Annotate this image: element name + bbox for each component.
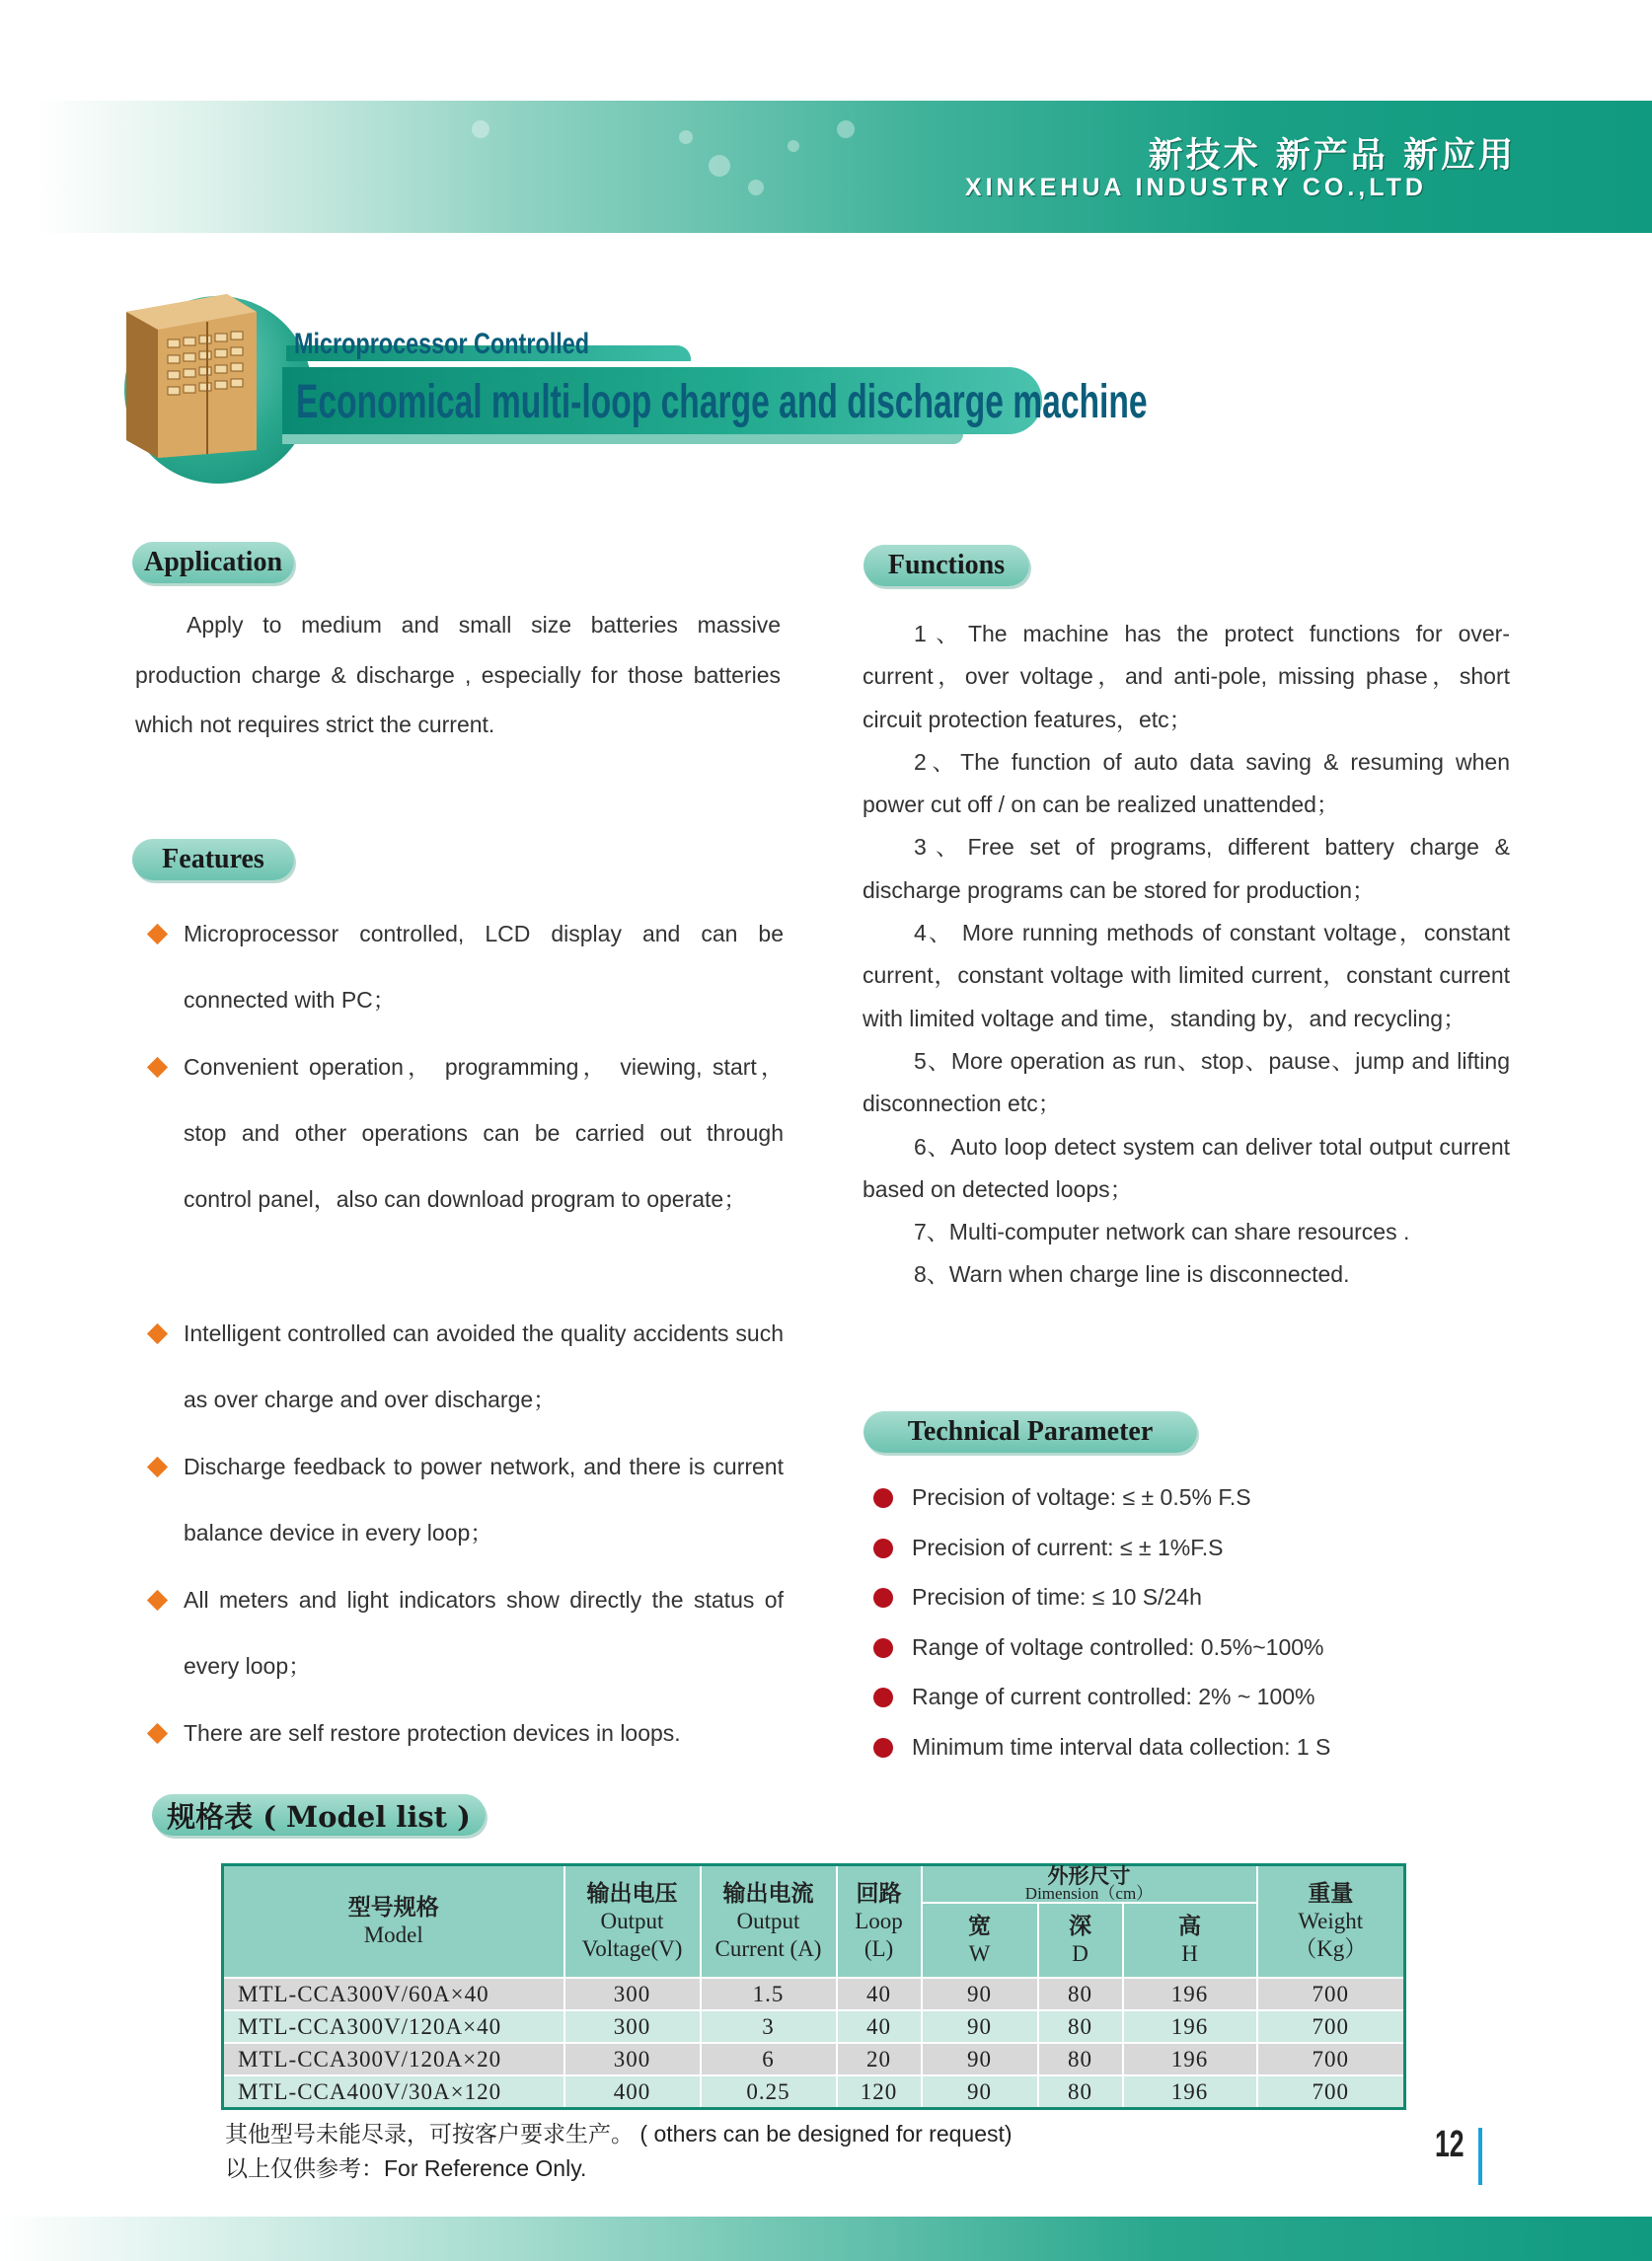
- diamond-bullet-icon: [147, 1057, 168, 1078]
- function-item: 7、Multi-computer network can share resources .: [914, 1219, 1410, 1245]
- page-title: Economical multi-loop charge and discharge machine: [296, 376, 1148, 428]
- width-header: 宽 W: [922, 1903, 1038, 1978]
- technical-heading: Technical Parameter: [864, 1411, 1197, 1453]
- table-row: MTL-CCA400V/30A×120 400 0.25 120 90 80 196 700: [223, 2075, 1405, 2109]
- feature-item: Discharge feedback to power network, and there is current balance device in every loop；: [184, 1454, 784, 1545]
- function-item: 1、The machine has the protect functions for over-current，over voltage，and anti-pole, missing phase，short circuit protection features，etc；: [863, 621, 1510, 732]
- diamond-bullet-icon: [147, 1457, 168, 1477]
- diamond-bullet-icon: [147, 924, 168, 944]
- page-number-bar: [1478, 2128, 1482, 2185]
- voltage-header: 输出电压 Output Voltage(V): [564, 1865, 701, 1979]
- tech-param-item: Precision of current: ≤ ± 1%F.S: [912, 1535, 1224, 1560]
- table-row: MTL-CCA300V/120A×40 300 3 40 90 80 196 700: [223, 2010, 1405, 2043]
- functions-heading: Functions: [864, 545, 1029, 586]
- application-text: Apply to medium and small size batteries massive production charge & discharge , especially for those batteries which not requires strict the current.: [135, 612, 781, 737]
- feature-item: All meters and light indicators show directly the status of every loop；: [184, 1587, 784, 1679]
- loop-header: 回路 Loop (L): [837, 1865, 922, 1979]
- model-table: [221, 1863, 1406, 2110]
- tech-param-item: Precision of time: ≤ 10 S/24h: [912, 1584, 1202, 1610]
- red-bullet-icon: [873, 1539, 893, 1558]
- function-item: 3、Free set of programs, different battery charge & discharge programs can be stored for production；: [863, 834, 1510, 903]
- title-bar-underline: [282, 434, 963, 444]
- depth-header: 深 D: [1038, 1903, 1123, 1978]
- page-number: 12: [1435, 2124, 1464, 2165]
- header-slogan: 新技术 新产品 新应用: [1148, 136, 1516, 176]
- application-heading: Application: [132, 542, 294, 583]
- model-list-heading: 规格表 ( Model list ): [152, 1794, 486, 1836]
- function-item: 6、Auto loop detect system can deliver total output current based on detected loops；: [863, 1133, 1510, 1202]
- company-name: XINKEHUA INDUSTRY CO.,LTD: [964, 174, 1427, 201]
- table-row: MTL-CCA300V/60A×40 300 1.5 40 90 80 196 700: [223, 1978, 1405, 2010]
- red-bullet-icon: [873, 1738, 893, 1758]
- function-item: 4、 More running methods of constant voltage，constant current，constant voltage with limited current，constant current with limited voltage and time，standing by，and recycling；: [863, 920, 1510, 1031]
- function-item: 5、More operation as run、stop、pause、jump and lifting disconnection etc；: [863, 1047, 1510, 1117]
- function-item: 2、The function of auto data saving & resuming when power cut off / on can be realized unattended；: [863, 748, 1510, 818]
- feature-item: Intelligent controlled can avoided the quality accidents such as over charge and over discharge；: [184, 1320, 784, 1412]
- table-row: MTL-CCA300V/120A×20 300 6 20 90 80 196 700: [223, 2043, 1405, 2075]
- tech-param-item: Range of voltage controlled: 0.5%~100%: [912, 1634, 1324, 1660]
- title-subtitle: Microprocessor Controlled: [294, 328, 590, 360]
- machine-cabinet-image: [118, 292, 266, 460]
- note-reference: 以上仅供参考：For Reference Only.: [225, 2155, 587, 2181]
- weight-header: 重量 Weight （Kg）: [1257, 1865, 1405, 1979]
- feature-item: There are self restore protection devices in loops.: [184, 1720, 681, 1746]
- red-bullet-icon: [873, 1688, 893, 1707]
- function-item: 8、Warn when charge line is disconnected.: [914, 1261, 1350, 1288]
- red-bullet-icon: [873, 1588, 893, 1608]
- note-others: 其他型号未能尽录，可按客户要求生产。 ( others can be designed for request): [225, 2121, 1013, 2147]
- red-bullet-icon: [873, 1638, 893, 1658]
- functions-list: [863, 613, 1510, 1297]
- tech-param-item: Minimum time interval data collection: 1 S: [912, 1734, 1331, 1760]
- model-header: 型号规格 Model: [223, 1865, 564, 1979]
- footer-band: [0, 2217, 1652, 2261]
- feature-item: Microprocessor controlled, LCD display and can be connected with PC；: [184, 921, 784, 1013]
- feature-item: Convenient operation， programming， viewing, start，stop and other operations can be carried out through control panel，also can download program to operate；: [184, 1054, 784, 1212]
- current-header: 输出电流 Output Current (A): [701, 1865, 837, 1979]
- diamond-bullet-icon: [147, 1590, 168, 1611]
- diamond-bullet-icon: [147, 1323, 168, 1344]
- red-bullet-icon: [873, 1488, 893, 1508]
- tech-param-item: Range of current controlled: 2% ~ 100%: [912, 1684, 1315, 1709]
- features-heading: Features: [132, 839, 294, 880]
- diamond-bullet-icon: [147, 1723, 168, 1744]
- dimension-header: 外形尺寸 Dimension（cm）: [922, 1865, 1257, 1904]
- height-header: 高 H: [1123, 1903, 1257, 1978]
- tech-param-item: Precision of voltage: ≤ ± 0.5% F.S: [912, 1484, 1251, 1510]
